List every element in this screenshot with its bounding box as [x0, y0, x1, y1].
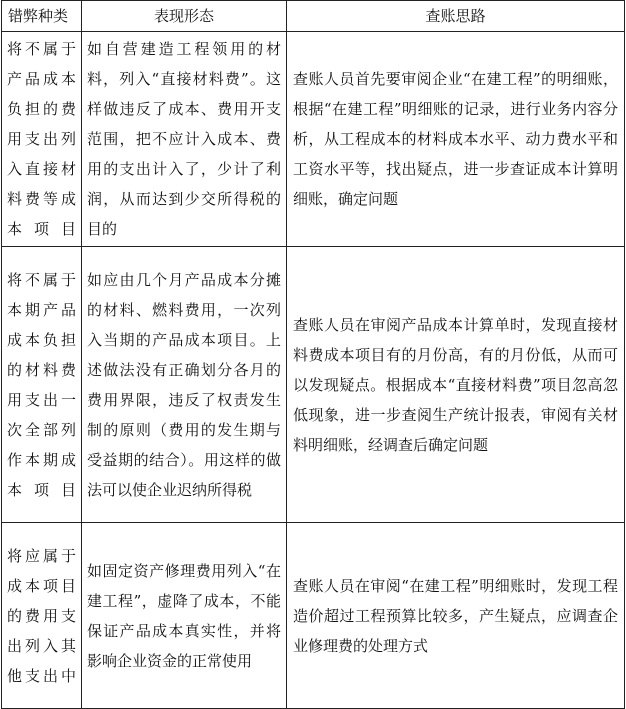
- table-row: [2, 32, 625, 247]
- error-type-cell: 将不属于本期产品成本负担的材料费用支出一次全部列作本期成本项目: [2, 247, 82, 523]
- manifestation-cell: 如固定资产修理费用列入“在建工程”，虚降了成本，不能保证产品成本真实性，并将影响企业资金的正常使用: [82, 523, 287, 709]
- audit-approach-cell: 查账人员在审阅产品成本计算单时，发现直接材料费成本项目有的月份高，有的月份低，从而可以发现疑点。根据成本“直接材料费”项目忽高忽低现象，进一步查阅生产统计报表，审阅有关材料明细账，经调查后确定问题: [287, 247, 625, 523]
- header-manifestation: 表现形态: [82, 1, 287, 32]
- table-body: [2, 32, 625, 709]
- error-type-cell: 将不属于产品成本负担的费用支出列入直接材料费等成本项目: [2, 32, 82, 247]
- header-row: [2, 1, 625, 32]
- header-error-type: 错弊种类: [2, 1, 82, 32]
- manifestation-cell: 如自营建造工程领用的材料，列入“直接材料费”。这样做违反了成本、费用开支范围，把不应计入成本、费用的支出计入了，少计了利润，从而达到少交所得税的目的: [82, 32, 287, 247]
- table-row: [2, 523, 625, 709]
- table-header: [2, 1, 625, 32]
- header-audit-approach: 查账思路: [287, 1, 625, 32]
- table-row: [2, 247, 625, 523]
- audit-approach-cell: 查账人员在审阅“在建工程”明细账时，发现工程造价超过工程预算比较多，产生疑点，应调查企业修理费的处理方式: [287, 523, 625, 709]
- audit-table: [1, 0, 625, 709]
- error-type-cell: 将应属于成本项目的费用支出列入其他支出中: [2, 523, 82, 709]
- audit-approach-cell: 查账人员首先要审阅企业“在建工程”的明细账，根据“在建工程”明细账的记录，进行业务内容分析，从工程成本的材料成本水平、动力费水平和工资水平等，找出疑点，进一步查证成本计算明细账，确定问题: [287, 32, 625, 247]
- manifestation-cell: 如应由几个月产品成本分摊的材料、燃料费用，一次列入当期的产品成本项目。上述做法没有正确划分各月的费用界限，违反了权责发生制的原则（费用的发生期与受益期的结合）。用这样的做法可以使企业迟纳所得税: [82, 247, 287, 523]
